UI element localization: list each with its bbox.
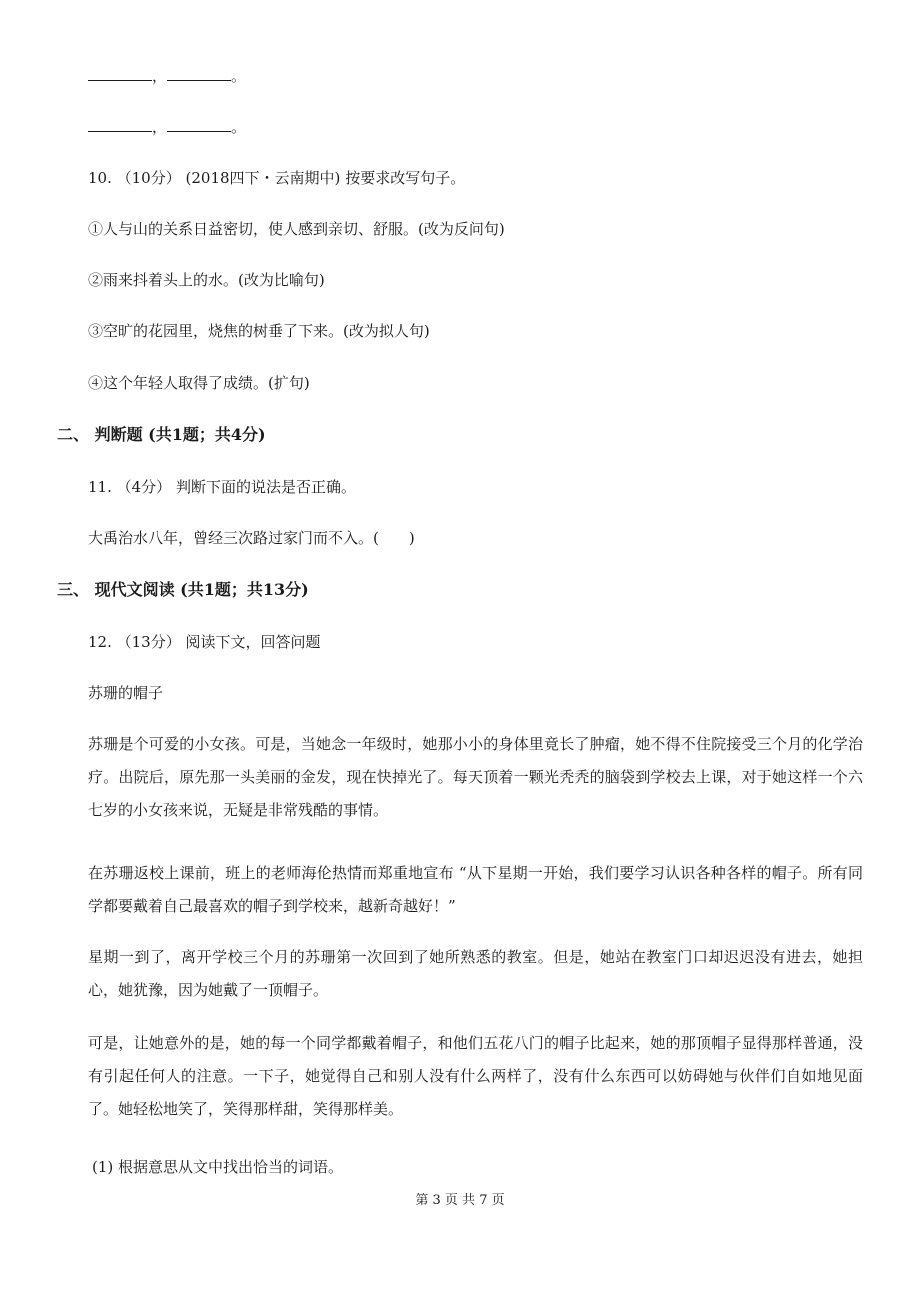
question-10-item-3: ③空旷的花园里，烧焦的树垂了下来。(改为拟人句) bbox=[88, 322, 430, 340]
passage-paragraph-1: 苏珊是个可爱的小女孩。可是，当她念一年级时，她那小小的身体里竟长了肿瘤，她不得不住院接受三个月的化学治疗。出院后，原先那一头美丽的金发，现在快掉光了。每天顶着一颗光秃秃的脑袋到学校去上课，对于她这样一个六七岁的小女孩来说，无疑是非常残酷的事情。 bbox=[88, 735, 863, 819]
page-footer: 第 3 页 共 7 页 bbox=[415, 1193, 505, 1208]
answer-blank[interactable] bbox=[167, 66, 231, 81]
answer-blank[interactable] bbox=[88, 66, 152, 81]
answer-line-2 bbox=[88, 117, 246, 137]
passage-paragraph-4: 可是，让她意外的是，她的每一个同学都戴着帽子，和他们五花八门的帽子比起来，她的那顶帽子显得那样普通，没有引起任何人的注意。一下子，她觉得自己和别人没有什么两样了，没有什么东西可以妨碍她与伙伴们自如地见面了。她轻松地笑了，笑得那样甜，笑得那样美。 bbox=[88, 1034, 863, 1118]
sub-question-prompt: 根据意思从文中找出恰当的词语。 bbox=[118, 1158, 344, 1176]
question-12-header bbox=[88, 632, 321, 652]
section-2-heading: 二、 判断题 (共1题；共4分) bbox=[57, 425, 266, 444]
question-score: （13分） bbox=[116, 633, 181, 651]
question-number: 11. bbox=[88, 478, 112, 496]
sub-question-1 bbox=[92, 1157, 343, 1177]
terminator: 。 bbox=[231, 67, 247, 85]
answer-blank[interactable] bbox=[167, 117, 231, 132]
separator: ， bbox=[152, 118, 168, 136]
question-prompt: 判断下面的说法是否正确。 bbox=[175, 478, 356, 496]
passage-title: 苏珊的帽子 bbox=[88, 684, 164, 702]
sub-question-number: (1) bbox=[92, 1158, 114, 1176]
separator: ， bbox=[152, 67, 168, 85]
question-source: (2018四下・云南期中) bbox=[185, 169, 341, 187]
question-10-header bbox=[88, 168, 465, 188]
question-11-statement: 大禹治水八年，曾经三次路过家门而不入。( ) bbox=[88, 529, 415, 547]
question-prompt: 阅读下文，回答问题 bbox=[185, 633, 321, 651]
question-10-item-1: ①人与山的关系日益密切，使人感到亲切、舒服。(改为反问句) bbox=[88, 220, 505, 238]
question-10-item-4: ④这个年轻人取得了成绩。(扩句) bbox=[88, 374, 310, 392]
question-10-item-2: ②雨来抖着头上的水。(改为比喻句) bbox=[88, 271, 325, 289]
question-number: 10. bbox=[88, 169, 112, 187]
question-number: 12. bbox=[88, 633, 112, 651]
answer-blank[interactable] bbox=[88, 117, 152, 132]
question-score: （4分） bbox=[116, 478, 172, 496]
question-11-header bbox=[88, 477, 356, 497]
question-score: （10分） bbox=[116, 169, 181, 187]
terminator: 。 bbox=[231, 118, 247, 136]
answer-line-1 bbox=[88, 66, 246, 86]
passage-paragraph-2: 在苏珊返校上课前，班上的老师海伦热情而郑重地宣布 “从下星期一开始，我们要学习认识各种各样的帽子。所有同学都要戴着自己最喜欢的帽子到学校来，越新奇越好！” bbox=[88, 864, 863, 915]
section-3-heading: 三、 现代文阅读 (共1题；共13分) bbox=[57, 580, 309, 599]
question-prompt: 按要求改写句子。 bbox=[345, 169, 466, 187]
passage-paragraph-3: 星期一到了，离开学校三个月的苏珊第一次回到了她所熟悉的教室。但是，她站在教室门口却迟迟没有进去，她担心，她犹豫，因为她戴了一顶帽子。 bbox=[88, 948, 863, 999]
